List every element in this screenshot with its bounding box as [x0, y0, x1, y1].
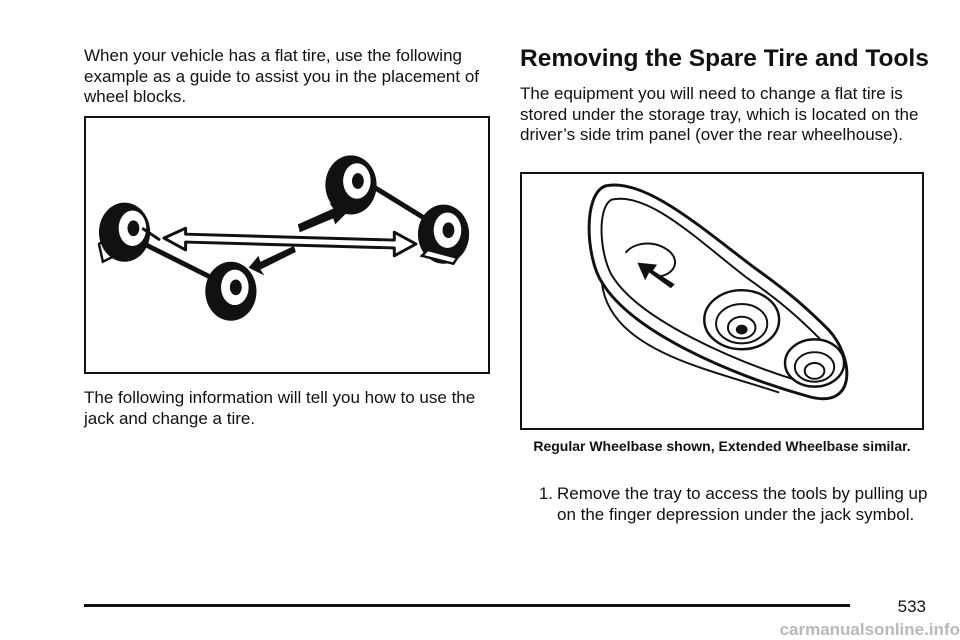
section-heading: Removing the Spare Tire and Tools: [520, 45, 929, 72]
step-number: 1.: [538, 484, 553, 503]
step-text: Remove the tray to access the tools by pulling up on the finger depression under the jack symbol.: [557, 484, 928, 524]
storage-tray-illustration: [522, 174, 922, 428]
wheel-blocks-diagram: [84, 116, 490, 374]
intro-paragraph: When your vehicle has a flat tire, use the following example as a guide to assist you in the placement of wheel blocks.: [84, 46, 480, 106]
wheel-blocks-illustration: [86, 118, 488, 372]
storage-tray-diagram: [520, 172, 924, 430]
body-paragraph: The equipment you will need to change a flat tire is stored under the storage tray, which is located on the driver’s side trim panel (over the rear wheelhouse).: [520, 84, 919, 144]
figure-caption: Regular Wheelbase shown, Extended Wheelbase similar.: [533, 438, 911, 454]
footer-rule: [84, 604, 850, 607]
wheel-rear-right: [325, 155, 376, 214]
page-number: 533: [897, 597, 926, 616]
wheel-front-right: [418, 205, 469, 264]
outro-paragraph: The following information will tell you how to use the jack and change a tire.: [84, 388, 476, 428]
watermark-link[interactable]: carmanualsonline.info: [779, 620, 960, 639]
wheel-front-left: [99, 203, 160, 262]
step-item: [520, 484, 930, 525]
wheel-rear-left: [205, 262, 256, 321]
